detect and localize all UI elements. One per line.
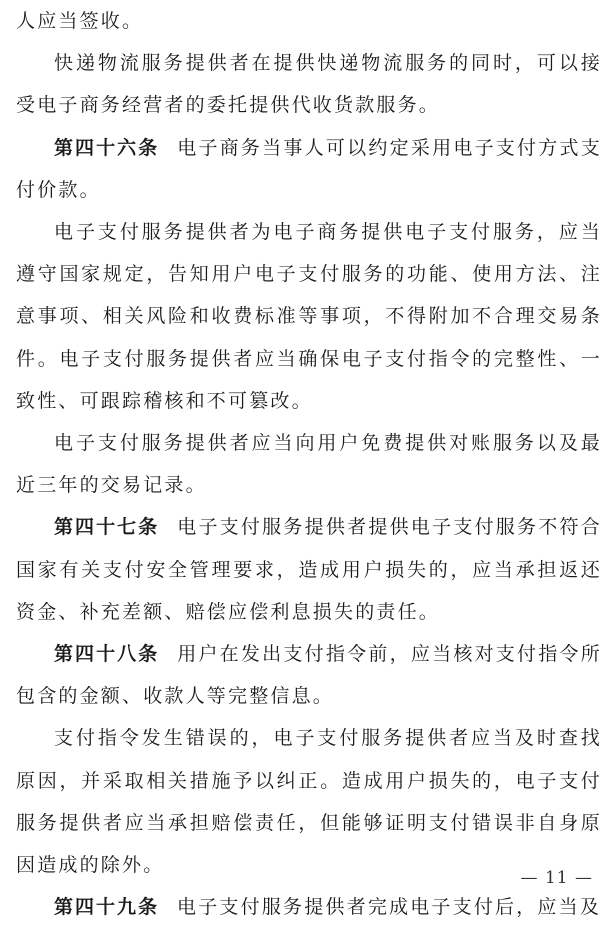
article-number: 第四十八条 bbox=[54, 643, 160, 666]
article-48: 第四十八条 用户在发出支付指令前，应当核对支付指令所包含的金额、收款人等完整信息。 bbox=[16, 643, 602, 708]
article-46: 第四十六条 电子商务当事人可以约定采用电子支付方式支付价款。 bbox=[16, 136, 602, 201]
article-number: 第四十九条 bbox=[54, 896, 160, 919]
paragraph-1: 人应当签收。 bbox=[16, 10, 144, 32]
article-number: 第四十七条 bbox=[54, 516, 160, 539]
paragraph-2: 快递物流服务提供者在提供快递物流服务的同时，可以接受电子商务经营者的委托提供代收货款服务。 bbox=[16, 52, 602, 117]
page-number: — 11 — bbox=[520, 868, 593, 888]
paragraph-4: 电子支付服务提供者为电子商务提供电子支付服务，应当遵守国家规定，告知用户电子支付服务的功能、使用方法、注意事项、相关风险和收费标准等事项，不得附加不合理交易条件。电子支付服务提供者应当确保电子支付指令的完整性、一致性、可跟踪稽核和不可篡改。 bbox=[16, 221, 602, 412]
article-49: 第四十九条 电子支付服务提供者完成电子支付后，应当及 bbox=[54, 896, 602, 919]
paragraph-8: 支付指令发生错误的，电子支付服务提供者应当及时查找原因，并采取相关措施予以纠正。造成用户损失的，电子支付服务提供者应当承担赔偿责任，但能够证明支付错误非自身原因造成的除外。 bbox=[16, 727, 602, 877]
paragraph-5: 电子支付服务提供者应当向用户免费提供对账服务以及最近三年的交易记录。 bbox=[16, 432, 602, 497]
document-page bbox=[16, 0, 602, 928]
article-number: 第四十六条 bbox=[54, 136, 160, 159]
article-47: 第四十七条 电子支付服务提供者提供电子支付服务不符合国家有关支付安全管理要求，造成用户损失的，应当承担返还资金、补充差额、赔偿应偿利息损失的责任。 bbox=[16, 516, 602, 623]
